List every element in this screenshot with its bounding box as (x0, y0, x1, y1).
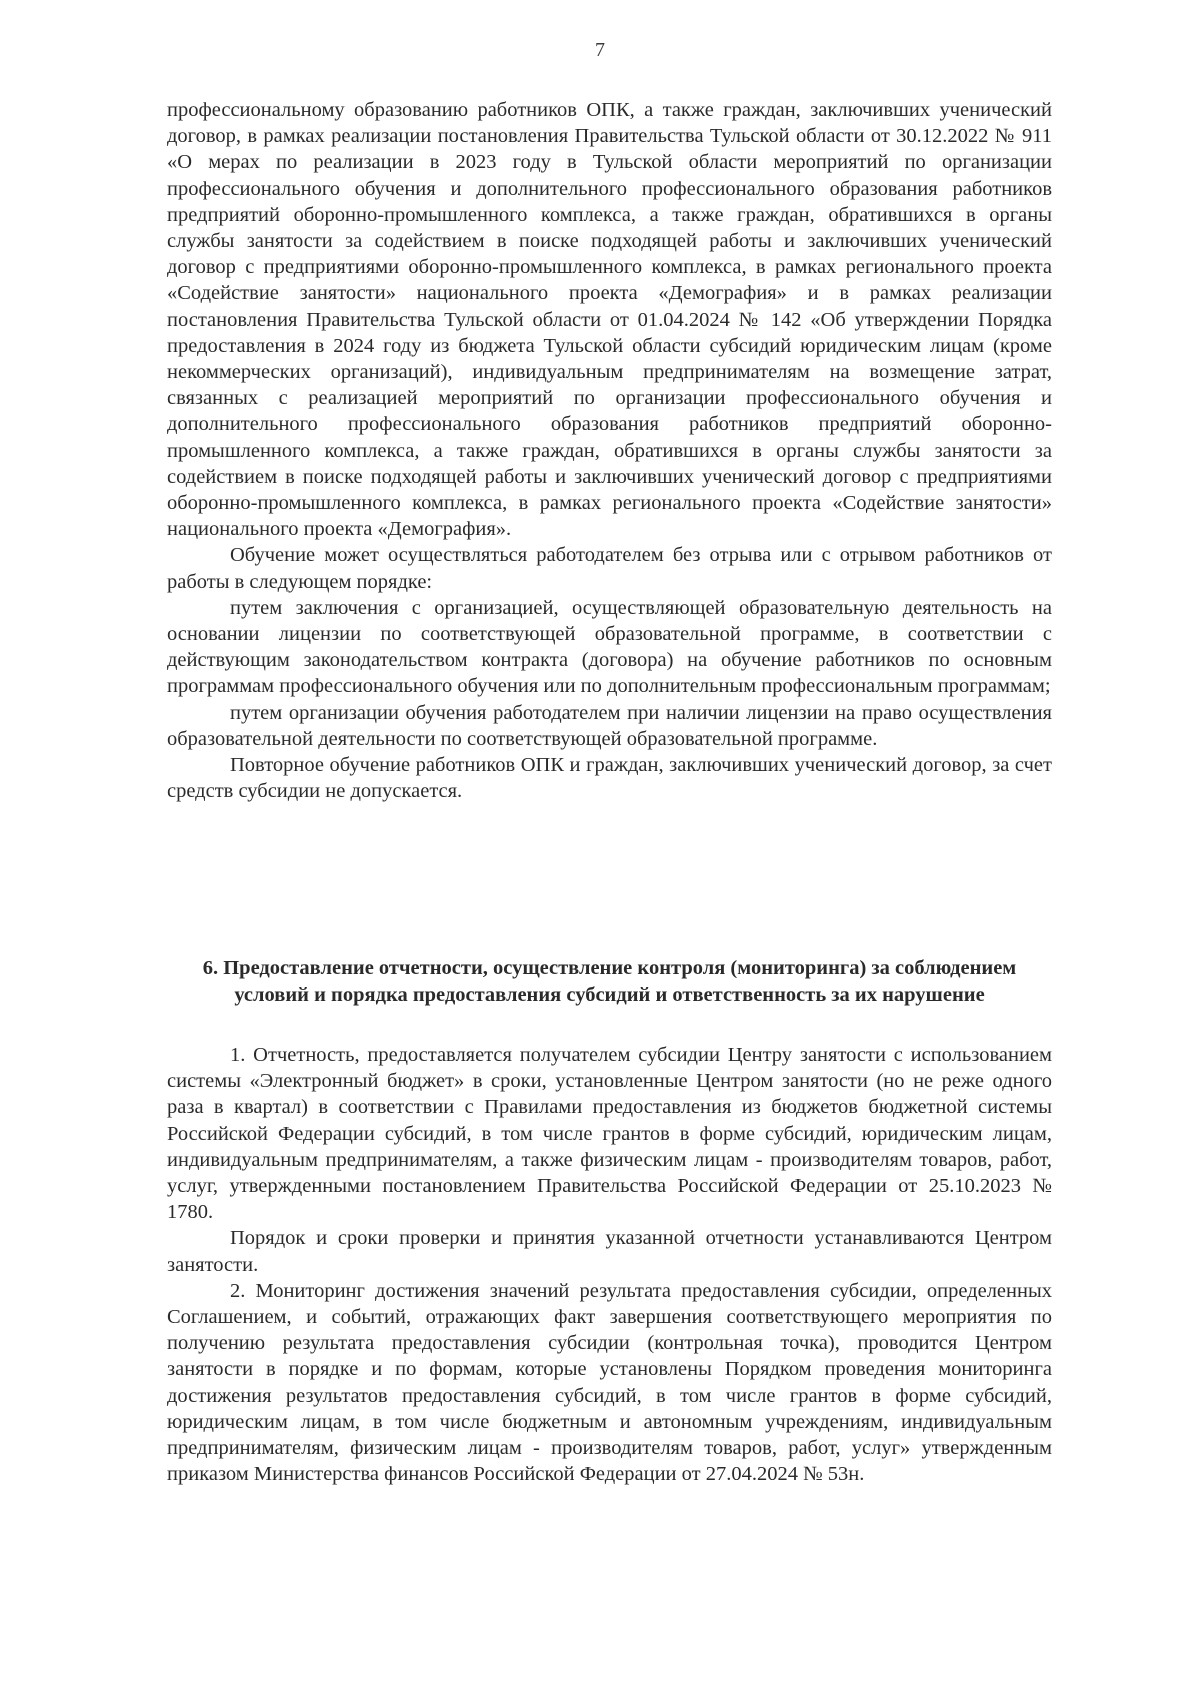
document-body (167, 97, 1052, 804)
section-heading: 6. Предоставление отчетности, осуществление контроля (мониторинга) за соблюдением условий и порядка предоставления субсидий и ответственность за их нарушение (202, 957, 1017, 1006)
paragraph-repeat-training: Повторное обучение работников ОПК и граждан, заключивших ученический договор, за счет средств субсидии не допускается. (167, 754, 1052, 803)
paragraph-training-order: Обучение может осуществляться работодателем без отрыва или с отрывом работников от работы в следующем порядке: (167, 544, 1052, 593)
paragraph-report-verification: Порядок и сроки проверки и принятия указанной отчетности устанавливаются Центром занятости. (167, 1227, 1052, 1276)
section-body (167, 1042, 1052, 1487)
paragraph-monitoring: 2. Мониторинг достижения значений результата предоставления субсидии, определенных Соглашением, и событий, отражающих факт завершения соответствующего мероприятия по получению результата предоставления субсидии (контрольная точка), проводится Центром занятости в порядке и по формам, которые установлены Порядком проведения мониторинга достижения результатов предоставления субсидий, в том числе грантов в форме субсидий, юридическим лицам, в том числе бюджетным и автономным учреждениям, индивидуальным предпринимателям, физическим лицам - производителям товаров, работ, услуг» утвержденным приказом Министерства финансов Российской Федерации от 27.04.2024 № 53н. (167, 1279, 1052, 1486)
paragraph-continuation: профессиональному образованию работников ОПК, а также граждан, заключивших ученический договор, в рамках реализации постановления Правительства Тульской области от 30.12.2022 № 911 «О мерах по реализации в 2023 году в Тульской области мероприятий по организации профессионального обучения и дополнительного профессионального образования работников предприятий оборонно-промышленного комплекса, а также граждан, обратившихся в органы службы занятости за содействием в поиске подходящей работы и заключивших ученический договор с предприятиями оборонно-промышленного комплекса, в рамках регионального проекта «Содействие занятости» национального проекта «Демография» и в рамках реализации постановления Правительства Тульской области от 01.04.2024 № 142 «Об утверждении Порядка предоставления в 2024 году из бюджета Тульской области субсидий юридическим лицам (кроме некоммерческих организаций), индивидуальным предпринимателям на возмещение затрат, связанных с реализацией мероприятий по организации профессионального обучения и дополнительного профессионального образования работников предприятий оборонно-промышленного комплекса, а также граждан, обратившихся в органы службы занятости за содействием в поиске подходящей работы и заключивших ученический договор с предприятиями оборонно-промышленного комплекса, в рамках регионального проекта «Содействие занятости» национального проекта «Демография». (167, 99, 1052, 541)
page-number: 7 (595, 39, 605, 61)
paragraph-employer-license-method: путем организации обучения работодателем при наличии лицензии на право осуществления образовательной деятельности по соответствующей образовательной программе. (167, 701, 1052, 750)
paragraph-reporting: 1. Отчетность, предоставляется получателем субсидии Центру занятости с использованием системы «Электронный бюджет» в сроки, установленные Центром занятости (но не реже одного раза в квартал) в соответствии с Правилами предоставления из бюджетов бюджетной системы Российской Федерации субсидий, в том числе грантов в форме субсидий, юридическим лицам, индивидуальным предпринимателям, а также физическим лицам - производителям товаров, работ, услуг, утвержденными постановлением Правительства Российской Федерации от 25.10.2023 № 1780. (167, 1044, 1052, 1224)
paragraph-contract-method: путем заключения с организацией, осуществляющей образовательную деятельность на основании лицензии по соответствующей образовательной программе, в соответствии с действующим законодательством контракта (договора) на обучение работников по основным программам профессионального обучения или по дополнительным профессиональным программам; (167, 596, 1052, 698)
